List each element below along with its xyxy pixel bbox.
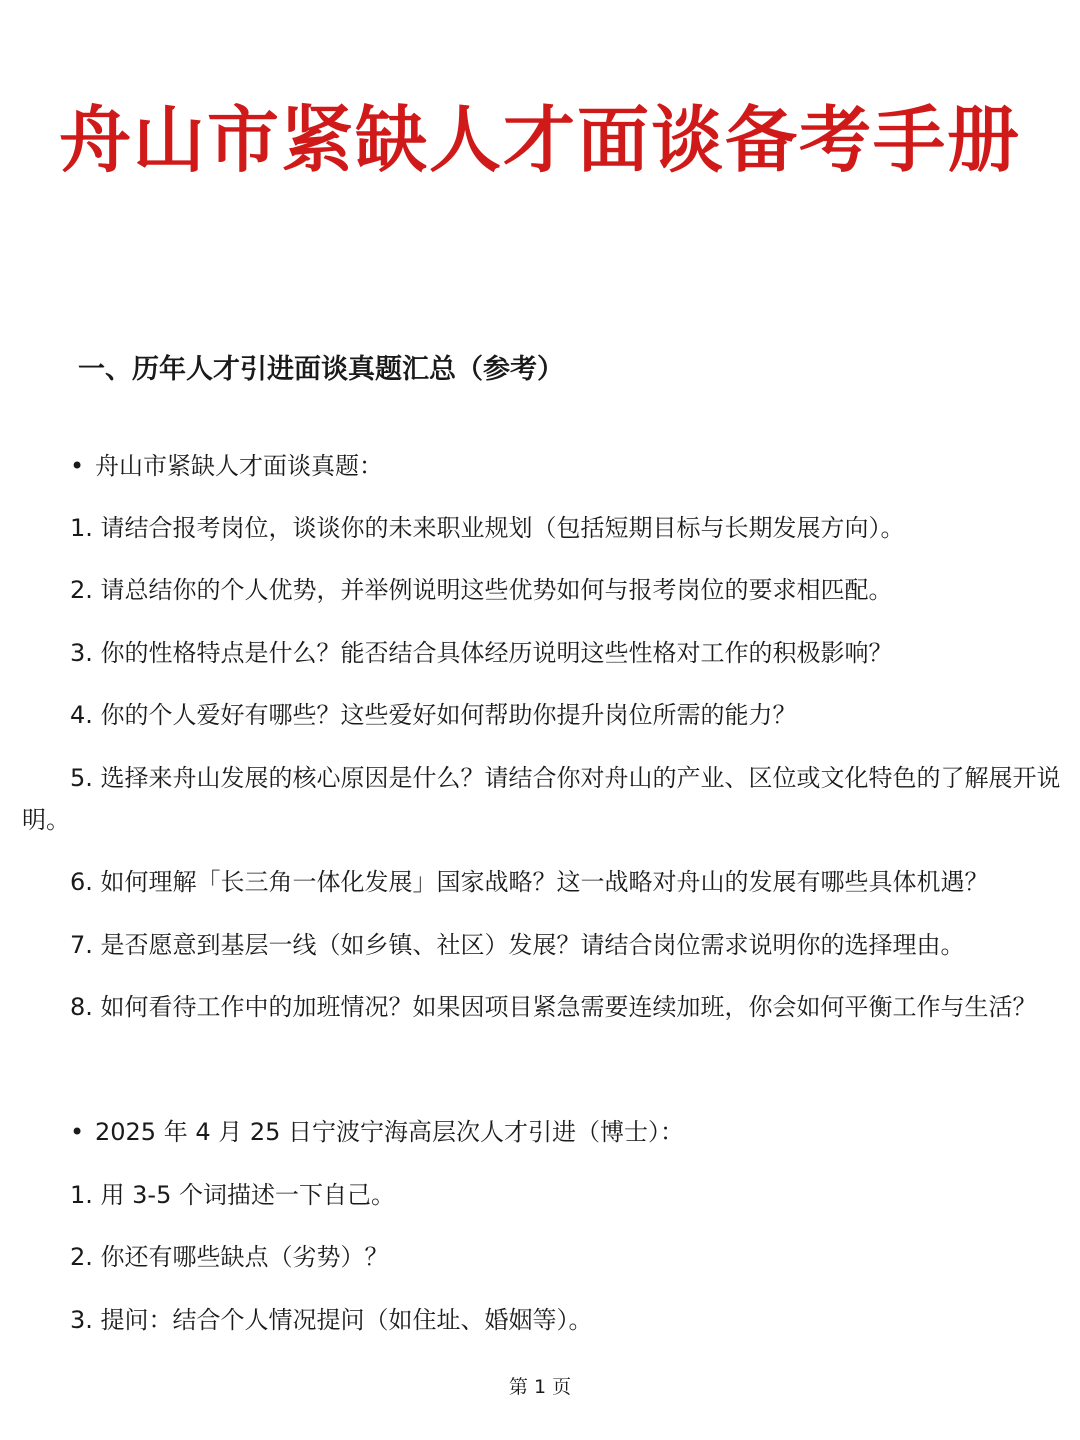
- group-label-ninghai: [70, 1112, 684, 1152]
- bullet-icon: •: [70, 1118, 85, 1146]
- question-item: 5. 选择来舟山发展的核心原因是什么？请结合你对舟山的产业、区位或文化特色的了解展开说明。: [22, 764, 1061, 834]
- group-label-text: 2025 年 4 月 25 日宁波宁海高层次人才引进（博士）：: [95, 1118, 685, 1146]
- bullet-icon: •: [70, 452, 85, 480]
- question-item: 1. 用 3-5 个词描述一下自己。: [70, 1181, 395, 1209]
- question-item: 2. 请总结你的个人优势，并举例说明这些优势如何与报考岗位的要求相匹配。: [70, 576, 893, 604]
- question-item: 8. 如何看待工作中的加班情况？如果因项目紧急需要连续加班，你会如何平衡工作与生活？: [70, 993, 1037, 1021]
- section-heading: 一、历年人才引进面谈真题汇总（参考）: [78, 354, 564, 385]
- document-title: 舟山市紧缺人才面谈备考手册: [58, 98, 1021, 182]
- question-item: 3. 提问：结合个人情况提问（如住址、婚姻等）。: [70, 1306, 593, 1334]
- group-label-text: 舟山市紧缺人才面谈真题：: [95, 452, 383, 480]
- question-item: 7. 是否愿意到基层一线（如乡镇、社区）发展？请结合岗位需求说明你的选择理由。: [70, 931, 965, 959]
- question-item: 4. 你的个人爱好有哪些？这些爱好如何帮助你提升岗位所需的能力？: [70, 701, 797, 729]
- page-number: 第 1 页: [508, 1376, 572, 1398]
- question-item: 2. 你还有哪些缺点（劣势）？: [70, 1243, 389, 1271]
- question-item: 1. 请结合报考岗位，谈谈你的未来职业规划（包括短期目标与长期发展方向）。: [70, 514, 905, 542]
- question-item: 3. 你的性格特点是什么？能否结合具体经历说明这些性格对工作的积极影响？: [70, 639, 893, 667]
- group-label-zhoushan: [70, 446, 383, 486]
- question-item: 6. 如何理解「长三角一体化发展」国家战略？这一战略对舟山的发展有哪些具体机遇？: [70, 868, 989, 896]
